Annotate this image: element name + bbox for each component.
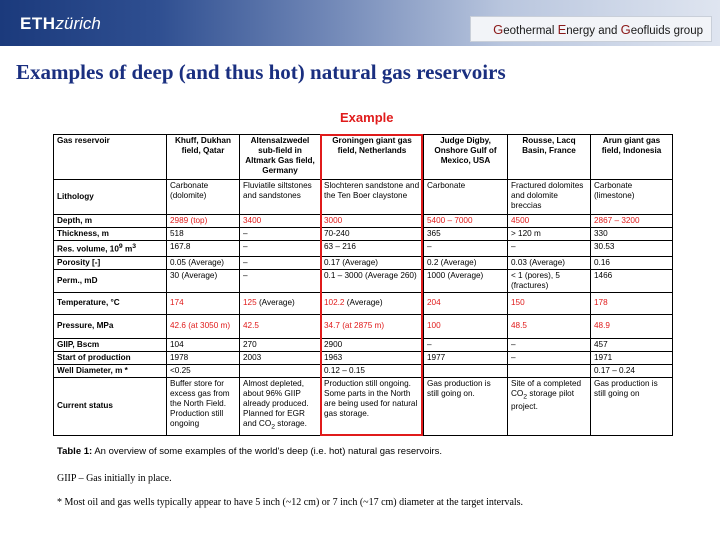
table-header-row [54,135,673,180]
reservoir-table [53,134,673,436]
slide-title: Examples of deep (and thus hot) natural gas reservoirs [16,60,506,84]
table-cell: 365 [424,228,508,241]
table-cell: 42.5 [240,314,321,338]
table-cell: 3000 [321,215,424,228]
table-cell: 330 [591,228,673,241]
row-label: Depth, m [54,215,167,228]
table-cell: 3400 [240,215,321,228]
table-cell: 5400 – 7000 [424,215,508,228]
table-cell: Carbonate (dolomite) [167,180,240,215]
table-cell: 1963 [321,351,424,364]
table-cell: Carbonate (limestone) [591,180,673,215]
table-row [54,256,673,269]
table-cell: Production still ongoing. Some parts in the North are being used for natural gas storage. [321,377,424,435]
column-header: Khuff, Dukhan field, Qatar [167,135,240,180]
row-label: Pressure, MPa [54,314,167,338]
table-cell: 150 [508,292,591,314]
row-label: Res. volume, $10^9$ $m^3$ [54,241,167,257]
table-cell [240,364,321,377]
table-cell: 1977 [424,351,508,364]
column-header: Rousse, Lacq Basin, France [508,135,591,180]
group-name-box [470,16,712,42]
table-cell: 48.5 [508,314,591,338]
table-row [54,292,673,314]
table-cell: 270 [240,338,321,351]
table-cell: <0.25 [167,364,240,377]
table-cell: 457 [591,338,673,351]
table-cell: – [508,338,591,351]
table-cell: 0.03 (Average) [508,256,591,269]
table-cell: 2003 [240,351,321,364]
row-label: GIIP, Bscm [54,338,167,351]
table-cell [424,364,508,377]
table-cell: Gas production is still going on. [424,377,508,435]
table-cell: 2900 [321,338,424,351]
table-cell: 0.05 (Average) [167,256,240,269]
table-row [54,228,673,241]
diameter-footnote: * Most oil and gas wells typically appear to have 5 inch (~12 cm) or 7 inch (~17 cm) diameter at the target intervals. [57,497,524,508]
table-row [54,377,673,435]
table-cell: 0.17 – 0.24 [591,364,673,377]
table-row [54,364,673,377]
column-header: Gas reservoir [54,135,167,180]
table-cell: Fluviatile siltstones and sandstones [240,180,321,215]
table-cell: 34.7 (at 2875 m) [321,314,424,338]
table-row [54,215,673,228]
table-cell: 1466 [591,269,673,292]
table-cell: 63 – 216 [321,241,424,257]
table-cell: 204 [424,292,508,314]
table-cell: – [240,241,321,257]
giip-note: GIIP – Gas initially in place. [57,473,172,484]
table-cell: 1971 [591,351,673,364]
table-row [54,241,673,257]
table-cell: 48.9 [591,314,673,338]
table-cell: < 1 (pores), 5 (fractures) [508,269,591,292]
column-header: Judge Digby, Onshore Gulf of Mexico, USA [424,135,508,180]
table-cell: 2989 (top) [167,215,240,228]
table-cell: 0.2 (Average) [424,256,508,269]
table-cell: Carbonate [424,180,508,215]
table-row [54,351,673,364]
row-label: Perm., mD [54,269,167,292]
table-cell: 167.8 [167,241,240,257]
table-cell: 104 [167,338,240,351]
table-row [54,314,673,338]
table-cell: 178 [591,292,673,314]
table-cell: 0.1 – 3000 (Average 260) [321,269,424,292]
table-cell: 42.6 (at 3050 m) [167,314,240,338]
row-label: Temperature, °C [54,292,167,314]
table-cell: – [240,269,321,292]
table-cell: 1978 [167,351,240,364]
table-caption: Table 1: An overview of some examples of the world's deep (i.e. hot) natural gas reservoirs. [57,446,442,457]
example-label: Example [340,110,394,125]
table-cell: 0.12 – 0.15 [321,364,424,377]
table-row [54,269,673,292]
table-cell: – [508,351,591,364]
table-cell: 4500 [508,215,591,228]
column-header: Arun giant gas field, Indonesia [591,135,673,180]
table-cell: 174 [167,292,240,314]
table-cell: 0.16 [591,256,673,269]
table-cell: Almost depleted, about 96% GIIP already produced. Planned for EGR and $CO_2$ storage. [240,377,321,435]
eth-zurich-logo: ETHzürich [20,14,101,33]
table-cell: 100 [424,314,508,338]
table-cell: 518 [167,228,240,241]
table-cell: – [424,241,508,257]
row-label: Current status [54,377,167,435]
table-cell: 2867 – 3200 [591,215,673,228]
table-cell: – [240,228,321,241]
row-label: Lithology [54,180,167,215]
group-name-label: Geothermal Energy and Geofluids group [493,22,703,37]
row-label: Porosity [-] [54,256,167,269]
table-cell: 30.53 [591,241,673,257]
column-header: Altensalzwedel sub-field in Altmark Gas field, Germany [240,135,321,180]
table-cell: – [508,241,591,257]
table-cell: > 120 m [508,228,591,241]
table-cell: 0.17 (Average) [321,256,424,269]
table-row [54,338,673,351]
row-label: Thickness, m [54,228,167,241]
table-cell: 125 (Average) [240,292,321,314]
header-banner [0,0,720,46]
table-cell: 70-240 [321,228,424,241]
table-cell: 1000 (Average) [424,269,508,292]
table-cell: Buffer store for excess gas from the North Field. Production still ongoing [167,377,240,435]
table-cell: Gas production is still going on [591,377,673,435]
table-cell: – [424,338,508,351]
table-cell: 102.2 (Average) [321,292,424,314]
table-cell: 30 (Average) [167,269,240,292]
table-cell: Slochteren sandstone and the Ten Boer claystone [321,180,424,215]
table-cell: – [240,256,321,269]
table-row [54,180,673,215]
row-label: Well Diameter, m * [54,364,167,377]
table-cell: Fractured dolomites and dolomite breccias [508,180,591,215]
table-cell: Site of a completed $CO_2$ storage pilot project. [508,377,591,435]
table-cell [508,364,591,377]
column-header: Groningen giant gas field, Netherlands [321,135,424,180]
row-label: Start of production [54,351,167,364]
